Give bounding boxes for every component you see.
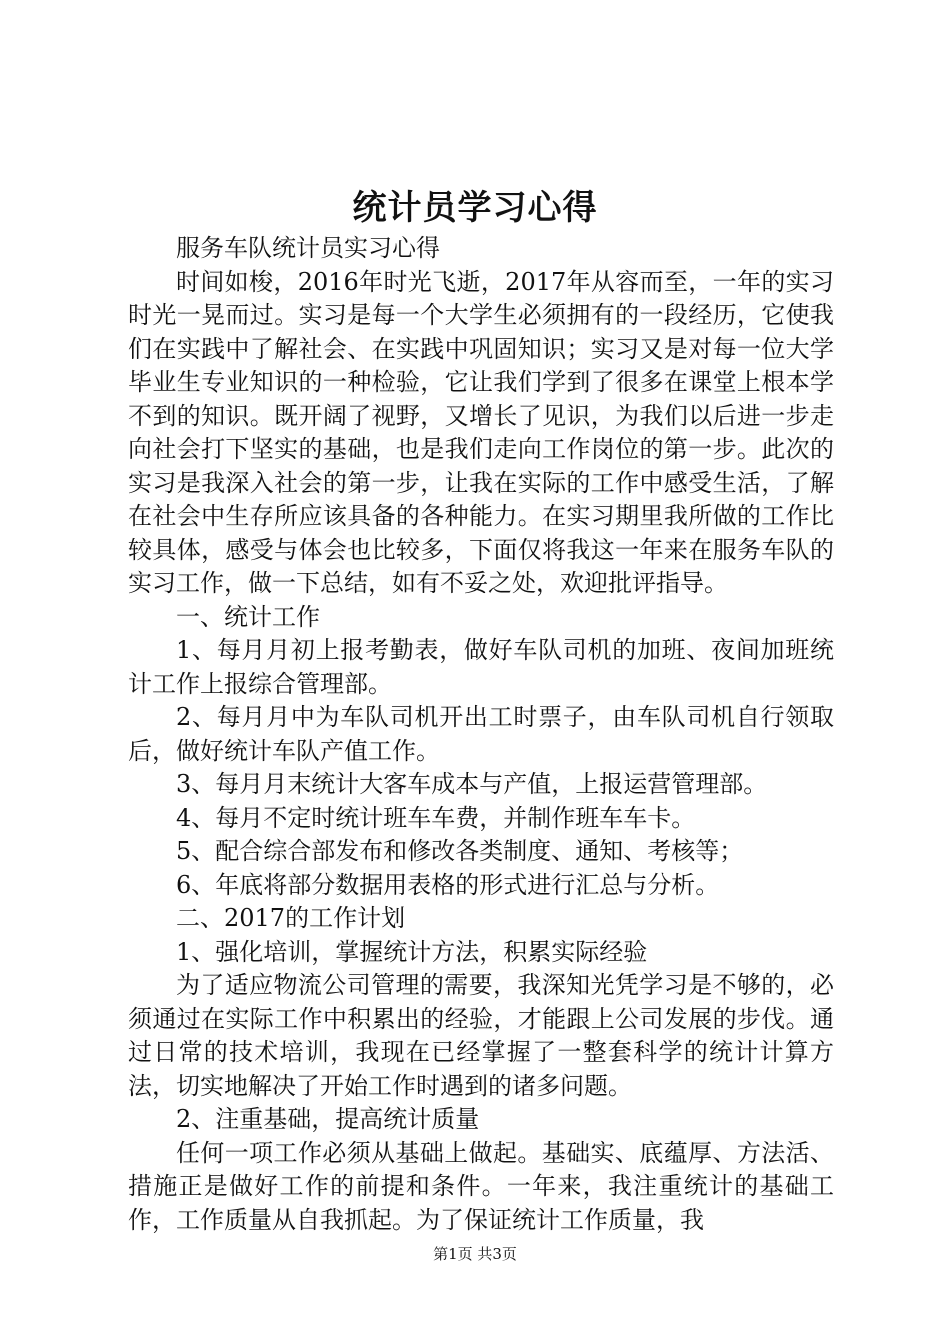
- document-body: [128, 232, 834, 1237]
- paragraph-foundation: 任何一项工作必须从基础上做起。基础实、底蕴厚、方法活、措施正是做好工作的前提和条件。一年来，我注重统计的基础工作，工作质量从自我抓起。为了保证统计工作质量，我: [128, 1138, 834, 1234]
- paragraph-training: 为了适应物流公司管理的需要，我深知光凭学习是不够的，必须通过在实际工作中积累出的经验，才能跟上公司发展的步伐。通过日常的技术培训，我现在已经掌握了一整套科学的统计计算方法，切实地解决了开始工作时遇到的诸多问题。: [128, 971, 834, 1100]
- list-item-3: 3、每月月末统计大客车成本与产值，上报运营管理部。: [176, 770, 768, 798]
- subheading-foundation: 2、注重基础，提高统计质量: [176, 1105, 480, 1133]
- page-footer: 第1页 共3页: [433, 1245, 517, 1263]
- subheading-training: 1、强化培训，掌握统计方法，积累实际经验: [176, 937, 648, 966]
- paragraph-subtitle: 服务车队统计员实习心得: [176, 234, 440, 262]
- list-item-4: 4、每月不定时统计班车车费，并制作班车车卡。: [176, 803, 696, 832]
- paragraph-intro: 时间如梭，2016年时光飞逝，2017年从容而至，一年的实习时光一晃而过。实习是每一个大学生必须拥有的一段经历，它使我们在实践中了解社会、在实践中巩固知识；实习又是对每一位大学毕业生专业知识的一种检验，它让我们学到了很多在课堂上根本学不到的知识。既开阔了视野，又增长了见识，为我们以后进一步走向社会打下坚实的基础，也是我们走向工作岗位的第一步。此次的实习是我深入社会的第一步，让我在实际的工作中感受生活，了解在社会中生存所应该具备的各种能力。在实习期里我所做的工作比较具体，感受与体会也比较多，下面仅将我这一年来在服务车队的实习工作，做一下总结，如有不妥之处，欢迎批评指导。: [128, 267, 834, 597]
- document-title: 统计员学习心得: [352, 188, 598, 228]
- section-heading-work-plan: 二、2017的工作计划: [176, 904, 406, 932]
- list-item-6: 6、年底将部分数据用表格的形式进行汇总与分析。: [176, 870, 720, 899]
- list-item-5: 5、配合综合部发布和修改各类制度、通知、考核等；: [176, 837, 744, 865]
- section-heading-statistics-work: 一、统计工作: [176, 602, 320, 631]
- list-item-1: 1、每月月初上报考勤表，做好车队司机的加班、夜间加班统计工作上报综合管理部。: [128, 636, 834, 698]
- list-item-2: 2、每月月中为车队司机开出工时票子，由车队司机自行领取后，做好统计车队产值工作。: [128, 703, 834, 765]
